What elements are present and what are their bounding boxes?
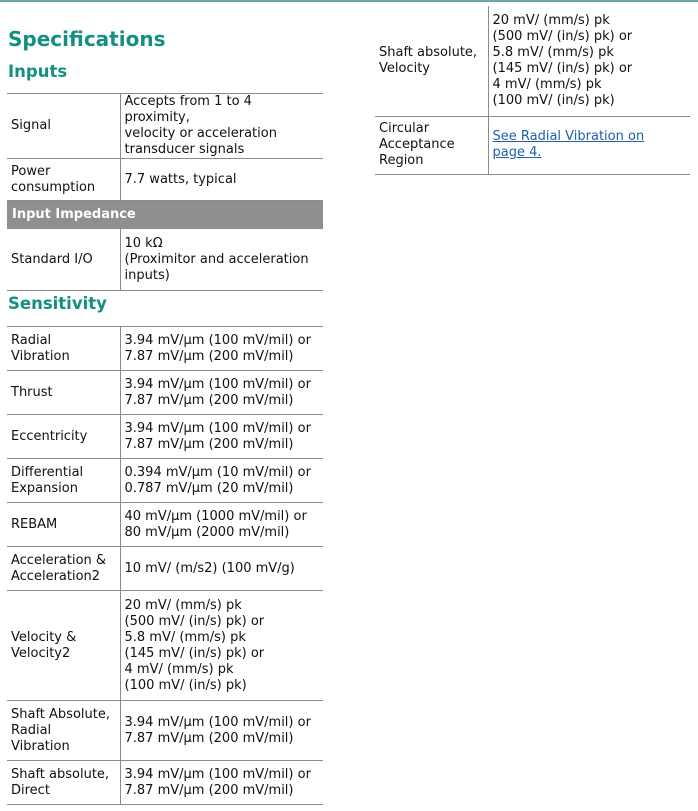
- inputs-table: [7, 93, 323, 291]
- input-impedance-header: Input Impedance: [7, 201, 323, 229]
- row-value: 3.94 mV/µm (100 mV/mil) or 7.87 mV/µm (200 mV/mil): [120, 701, 323, 761]
- row-value: [488, 116, 690, 174]
- table-row: [375, 116, 690, 174]
- row-label: Circular Acceptance Region: [375, 116, 488, 174]
- table-row: [375, 6, 690, 116]
- table-row: [7, 459, 323, 503]
- row-value: 3.94 mV/µm (100 mV/mil) or 7.87 mV/µm (200 mV/mil): [120, 327, 323, 371]
- row-value: Accepts from 1 to 4 proximity, velocity or acceleration transducer signals: [120, 94, 323, 159]
- table-row: [7, 229, 323, 291]
- row-label: Eccentricity: [7, 415, 120, 459]
- top-rule: [0, 0, 698, 2]
- table-row: [7, 94, 323, 159]
- row-value: 10 kΩ (Proximitor and acceleration inputs): [120, 229, 323, 291]
- table-row: [7, 415, 323, 459]
- sensitivity-heading: Sensitivity: [8, 294, 107, 313]
- right-spec-table: [375, 6, 690, 175]
- page-title: Specifications: [8, 27, 166, 51]
- table-row: [7, 159, 323, 201]
- table-row: [7, 503, 323, 547]
- row-value: 20 mV/ (mm/s) pk (500 mV/ (in/s) pk) or 5.8 mV/ (mm/s) pk (145 mV/ (in/s) pk) or 4 mV/ (mm/s) pk (100 mV/ (in/s) pk): [120, 591, 323, 701]
- row-label: Velocity & Velocity2: [7, 591, 120, 701]
- row-label: Acceleration & Acceleration2: [7, 547, 120, 591]
- row-value: 40 mV/µm (1000 mV/mil) or 80 mV/µm (2000 mV/mil): [120, 503, 323, 547]
- table-row: [7, 327, 323, 371]
- row-value: 0.394 mV/µm (10 mV/mil) or 0.787 mV/µm (20 mV/mil): [120, 459, 323, 503]
- row-label: Differential Expansion: [7, 459, 120, 503]
- table-row: [7, 761, 323, 805]
- row-label: Radial Vibration: [7, 327, 120, 371]
- row-label: Power consumption: [7, 159, 120, 201]
- row-label: Standard I/O: [7, 229, 120, 291]
- table-row: [7, 371, 323, 415]
- row-label: Shaft absolute, Velocity: [375, 6, 488, 116]
- table-row: [7, 591, 323, 701]
- table-row: [7, 547, 323, 591]
- row-label: Shaft Absolute, Radial Vibration: [7, 701, 120, 761]
- row-label: REBAM: [7, 503, 120, 547]
- row-value: 20 mV/ (mm/s) pk (500 mV/ (in/s) pk) or 5.8 mV/ (mm/s) pk (145 mV/ (in/s) pk) or 4 mV/ (mm/s) pk (100 mV/ (in/s) pk): [488, 6, 690, 116]
- sensitivity-table: [7, 326, 323, 805]
- row-label: Thrust: [7, 371, 120, 415]
- radial-vibration-link[interactable]: See Radial Vibration on page 4.: [492, 129, 645, 160]
- row-value: 3.94 mV/µm (100 mV/mil) or 7.87 mV/µm (200 mV/mil): [120, 371, 323, 415]
- section-header-row: [7, 201, 323, 229]
- row-value: 7.7 watts, typical: [120, 159, 323, 201]
- table-row: [7, 701, 323, 761]
- row-value: 3.94 mV/µm (100 mV/mil) or 7.87 mV/µm (200 mV/mil): [120, 761, 323, 805]
- row-label: Signal: [7, 94, 120, 159]
- inputs-heading: Inputs: [8, 62, 68, 81]
- row-value: 3.94 mV/µm (100 mV/mil) or 7.87 mV/µm (200 mV/mil): [120, 415, 323, 459]
- row-label: Shaft absolute, Direct: [7, 761, 120, 805]
- row-value: 10 mV/ (m/s2) (100 mV/g): [120, 547, 323, 591]
